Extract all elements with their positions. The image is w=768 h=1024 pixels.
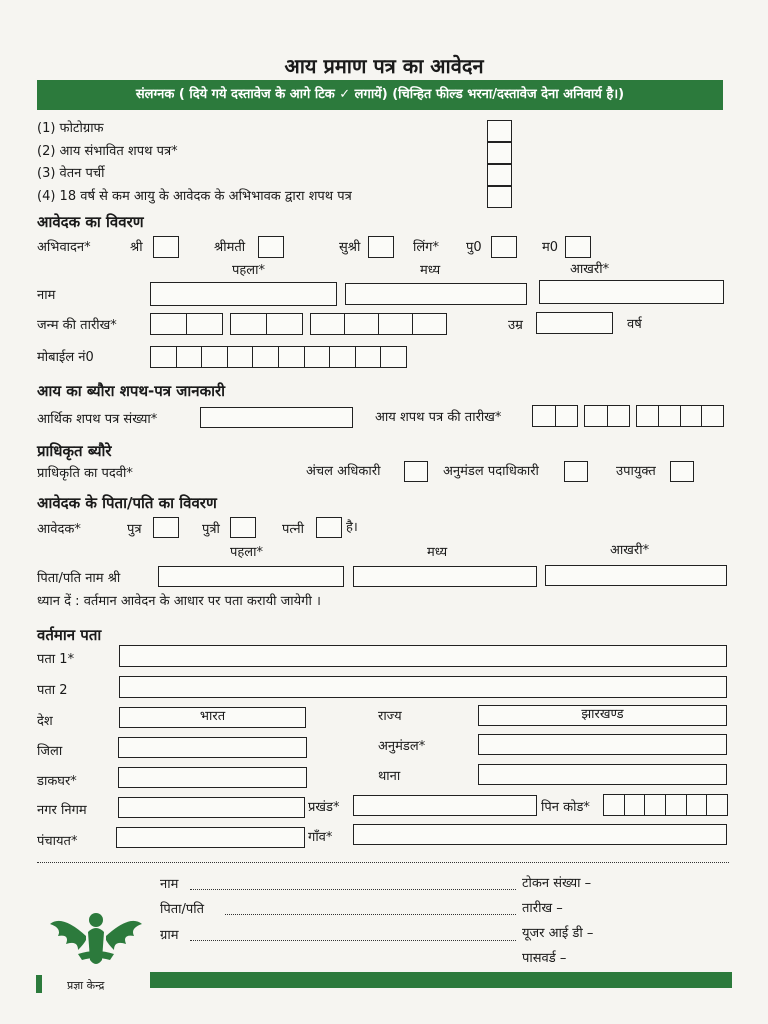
pragya-kendra-logo-icon [48,910,144,972]
attachment-photo-checkbox[interactable] [487,120,512,142]
receipt-userid-label: यूजर आई डी – [522,926,594,941]
father-name-label: पिता/पति नाम श्री [37,571,121,586]
receipt-name-label: नाम [160,877,179,892]
logo-left-mark [36,975,42,993]
circle-officer-checkbox[interactable] [404,461,428,482]
applicant-relation-label: आवेदक* [37,522,81,537]
authority-heading: प्राधिकृत ब्यौरे [37,442,112,460]
verification-note: ध्यान दें : वर्तमान आवेदन के आधार पर पता करायी जायेगी । [37,594,321,609]
dob-label: जन्म की तारीख* [37,318,117,333]
address2-label: पता 2 [37,683,68,698]
address2-input[interactable] [119,676,727,698]
father-first-input[interactable] [158,566,344,587]
pincode-input[interactable] [603,794,728,816]
receipt-village-line[interactable] [190,940,516,941]
applicant-heading: आवेदक का विवरण [37,213,144,231]
deputy-commissioner-label: उपायुक्त [616,464,656,479]
deputy-commissioner-checkbox[interactable] [670,461,694,482]
post-office-input[interactable] [118,767,307,788]
father-middle-input[interactable] [353,566,537,587]
dob-month-input[interactable] [230,313,303,335]
post-office-label: डाकघर* [37,774,77,789]
receipt-password-label: पासवर्ड – [522,951,567,966]
gender-male-label: पु0 [466,240,482,255]
address1-label: पता 1* [37,652,75,667]
receipt-separator [37,862,729,863]
block-label: प्रखंड* [308,800,340,815]
mobile-label: मोबाईल नं0 [37,350,94,365]
attachment-photo-label: (1) फोटोग्राफ [37,121,104,136]
age-input[interactable] [536,312,613,334]
subdivision-label: अनुमंडल* [378,739,426,754]
state-input[interactable]: झारखण्ड [478,705,727,726]
father-first-caption: पहला* [230,545,263,560]
receipt-father-label: पिता/पति [160,902,205,917]
form-title: आय प्रमाण पत्र का आवेदन [284,54,484,78]
receipt-date-label: तारीख – [522,901,563,916]
subdivision-input[interactable] [478,734,727,755]
block-input[interactable] [353,795,537,816]
address1-input[interactable] [119,645,727,667]
affidavit-year-input[interactable] [636,405,724,427]
relation-wife-label: पत्नी [282,522,304,537]
father-last-input[interactable] [545,565,727,586]
police-station-input[interactable] [478,764,727,785]
hai-text: है। [346,520,358,535]
attachment-guardian-label: (4) 18 वर्ष से कम आयु के आवेदक के अभिभावक द्वारा शपथ पत्र [37,189,352,204]
gender-female-checkbox[interactable] [565,236,591,258]
receipt-village-label: ग्राम [160,928,179,943]
village-input[interactable] [353,824,727,845]
years-label: वर्ष [627,317,642,332]
receipt-father-line[interactable] [225,914,516,915]
country-label: देश [37,714,53,729]
gender-label: लिंग* [413,240,440,255]
parent-heading: आवेदक के पिता/पति का विवरण [37,494,217,512]
attachment-affidavit-checkbox[interactable] [487,142,512,164]
dob-day-input[interactable] [150,313,223,335]
affidavit-month-input[interactable] [584,405,630,427]
relation-wife-checkbox[interactable] [316,517,342,538]
salutation-shri-label: श्री [130,240,143,255]
receipt-name-line[interactable] [190,889,516,890]
designation-label: प्राधिकृति का पदवी* [37,466,133,481]
affidavit-date-label: आय शपथ पत्र की तारीख* [375,410,502,425]
salutation-sushri-checkbox[interactable] [368,236,394,258]
dob-year-input[interactable] [310,313,447,335]
relation-daughter-label: पुत्री [202,522,220,537]
name-first-input[interactable] [150,282,337,306]
state-label: राज्य [378,709,402,724]
panchayat-input[interactable] [116,827,305,848]
name-middle-caption: मध्य [420,263,441,278]
footer-bar [150,972,732,988]
salutation-label: अभिवादन* [37,240,91,255]
municipality-input[interactable] [118,797,305,818]
subdivisional-officer-label: अनुमंडल पदाधिकारी [443,464,539,479]
logo-text: प्रज्ञा केन्द्र [67,979,105,992]
gender-female-label: म0 [542,240,559,255]
circle-officer-label: अंचल अधिकारी [306,464,381,479]
age-label: उम्र [508,318,523,333]
panchayat-label: पंचायत* [37,834,78,849]
receipt-token-label: टोकन संख्या – [522,876,592,891]
father-middle-caption: मध्य [427,545,448,560]
subdivisional-officer-checkbox[interactable] [564,461,588,482]
name-middle-input[interactable] [345,283,527,305]
attachment-salary-checkbox[interactable] [487,164,512,186]
gender-male-checkbox[interactable] [491,236,517,258]
police-station-label: थाना [378,769,401,784]
name-label: नाम [37,288,56,303]
country-input[interactable]: भारत [119,707,306,728]
mobile-input[interactable] [150,346,407,368]
name-first-caption: पहला* [232,263,265,278]
name-last-input[interactable] [539,280,724,304]
pincode-label: पिन कोड* [541,800,590,815]
municipality-label: नगर निगम [37,803,87,818]
attachment-affidavit-label: (2) आय संभावित शपथ पत्र* [37,144,178,159]
relation-son-label: पुत्र [127,522,142,537]
attachment-guardian-checkbox[interactable] [487,186,512,208]
address-heading: वर्तमान पता [37,626,102,644]
district-input[interactable] [118,737,307,758]
affidavit-day-input[interactable] [532,405,578,427]
salutation-sushri-label: सुश्री [339,240,361,255]
attachment-salary-label: (3) वेतन पर्ची [37,166,105,181]
salutation-shri-checkbox[interactable] [153,236,179,258]
name-last-caption: आखरी* [570,262,610,277]
relation-daughter-checkbox[interactable] [230,517,256,538]
salutation-shrimati-label: श्रीमती [214,240,246,255]
father-last-caption: आखरी* [610,543,650,558]
village-label: गाँव* [308,830,333,845]
relation-son-checkbox[interactable] [153,517,179,538]
salutation-shrimati-checkbox[interactable] [258,236,284,258]
affidavit-number-label: आर्थिक शपथ पत्र संख्या* [37,412,158,427]
income-heading: आय का ब्यौरा शपथ-पत्र जानकारी [37,382,226,400]
district-label: जिला [37,744,63,759]
attachments-banner: संलग्नक ( दिये गये दस्तावेज के आगे टिक ✓ लगायें) (चिन्हित फील्ड भरना/दस्तावेज देना अनिवार्य है।) [37,80,723,110]
affidavit-number-input[interactable] [200,407,353,428]
